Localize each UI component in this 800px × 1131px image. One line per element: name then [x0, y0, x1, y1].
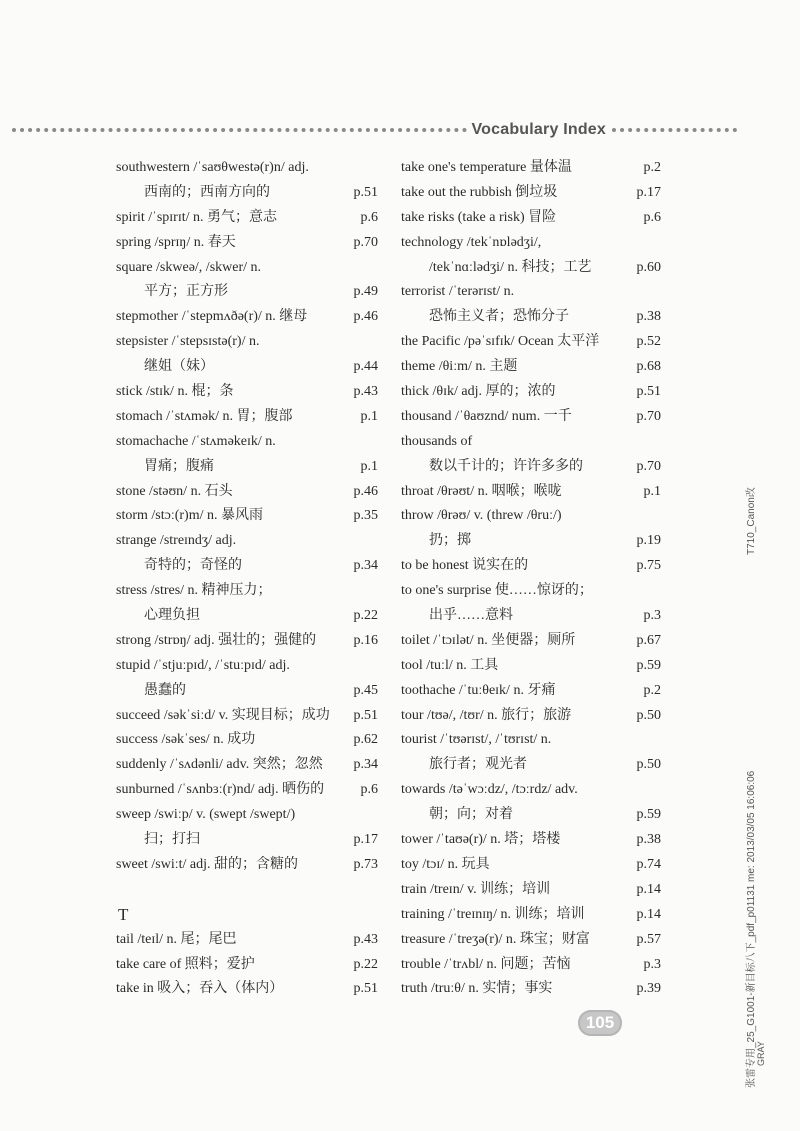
- vocab-entry-page: p.60: [636, 259, 661, 275]
- vocab-entry: [401, 853, 661, 878]
- vocab-entry-text: 西南的；西南方向的: [144, 184, 270, 200]
- vocab-entry-text: 奇特的；奇怪的: [144, 558, 242, 574]
- vocab-entry: [116, 704, 378, 729]
- vocab-entry-text: sweep /swiːp/ v. (swept /swept/): [116, 807, 296, 823]
- vocab-entry-page: p.3: [643, 956, 661, 972]
- vocab-entry-page: p.14: [636, 906, 661, 922]
- vocab-entry-text: tail /teɪl/ n. 尾；尾巴: [116, 931, 237, 947]
- vocab-entry-page: p.38: [636, 832, 661, 848]
- vocab-entry-page: p.3: [643, 608, 661, 624]
- vocab-entry-page: p.59: [636, 657, 661, 673]
- vocab-entry-page: p.62: [353, 732, 378, 748]
- vocab-entry-text: 心理负担: [144, 608, 200, 624]
- vocab-entry-page: p.43: [353, 384, 378, 400]
- vocab-entry-page: p.6: [643, 209, 661, 225]
- vocab-entry-text: sweet /swiːt/ adj. 甜的；含糖的: [116, 856, 298, 872]
- vocab-entry-page: p.22: [353, 608, 378, 624]
- vocab-entry: [401, 753, 661, 778]
- vocab-entry: [116, 977, 378, 1002]
- vocab-entry-text: 平方；正方形: [144, 284, 228, 300]
- vocab-entry: [401, 778, 661, 803]
- vocab-entry: [401, 405, 661, 430]
- vocab-entry-text: thousand /ˈθaʊznd/ num. 一千: [401, 408, 572, 424]
- vocab-entry-text: stomach /ˈstʌmək/ n. 胃；腹部: [116, 408, 293, 424]
- vocab-entry: [116, 355, 378, 380]
- vocab-entry-text: train /treɪn/ v. 训练；培训: [401, 881, 551, 897]
- vocab-entry-text: tower /ˈtaʊə(r)/ n. 塔；塔楼: [401, 832, 561, 848]
- vocab-entry: [116, 231, 378, 256]
- vocab-entry-text: to be honest 说实在的: [401, 558, 529, 574]
- vocab-entry-text: toy /tɔɪ/ n. 玩具: [401, 856, 490, 872]
- vocab-entry-page: p.50: [636, 757, 661, 773]
- vocab-entry: [116, 430, 378, 455]
- header-title: Vocabulary Index: [471, 121, 606, 138]
- vocab-entry-page: p.22: [353, 956, 378, 972]
- vocab-entry-page: p.17: [353, 832, 378, 848]
- vocab-entry-page: p.51: [353, 707, 378, 723]
- vocab-entry-text: suddenly /ˈsʌdənli/ adv. 突然；忽然: [116, 757, 323, 773]
- vocab-entry: [116, 728, 378, 753]
- vocab-entry-page: p.19: [636, 533, 661, 549]
- vocab-entry-text: 愚蠢的: [144, 682, 186, 698]
- vocab-entry-text: stepsister /ˈstepsɪstə(r)/ n.: [116, 334, 260, 350]
- vocab-entry: [401, 256, 661, 281]
- vocab-entry: [116, 778, 378, 803]
- vocab-entry-page: p.51: [353, 981, 378, 997]
- vocab-entry-page: p.59: [636, 807, 661, 823]
- vocab-entry: [401, 953, 661, 978]
- vocab-entry: [116, 156, 378, 181]
- vocab-entry: [116, 256, 378, 281]
- side-mark-bottom: 张雷专用_25_G1001-新目标八下_pdf_p01131 me: 2013/03/05 16:06:06: [746, 770, 757, 1088]
- vocab-entry-text: take risks (take a risk) 冒险: [401, 209, 557, 225]
- vocab-entry-text: strange /streɪndʒ/ adj.: [116, 533, 237, 549]
- section-letter: [116, 903, 378, 928]
- vocab-entry-page: p.75: [636, 558, 661, 574]
- vocab-entry: [116, 803, 378, 828]
- vocab-entry: [401, 156, 661, 181]
- vocab-entry: [401, 305, 661, 330]
- vocab-entry-page: p.6: [360, 209, 378, 225]
- vocab-entry-text: stepmother /ˈstepmʌðə(r)/ n. 继母: [116, 309, 308, 325]
- vocab-entry: [401, 728, 661, 753]
- vocab-entry: [116, 654, 378, 679]
- vocab-entry: [116, 181, 378, 206]
- vocab-entry: [116, 579, 378, 604]
- vocab-entry-text: truth /truːθ/ n. 实情；事实: [401, 981, 553, 997]
- left-column: [116, 156, 378, 1002]
- vocab-entry: [116, 480, 378, 505]
- vocab-entry-page: p.67: [636, 632, 661, 648]
- vocab-entry-page: p.2: [643, 682, 661, 698]
- vocab-entry: [116, 305, 378, 330]
- vocab-entry-text: terrorist /ˈterərɪst/ n.: [401, 284, 515, 300]
- vocab-entry-page: p.38: [636, 309, 661, 325]
- vocab-entry-page: p.70: [353, 234, 378, 250]
- vocab-entry-text: T: [118, 904, 129, 924]
- vocab-entry-page: p.52: [636, 334, 661, 350]
- vocab-entry-text: 继姐（妹）: [144, 359, 214, 375]
- vocab-entry: [401, 355, 661, 380]
- vocab-entry-page: p.70: [636, 408, 661, 424]
- vocab-entry: [401, 928, 661, 953]
- vocab-entry-text: tourist /ˈtʊərɪst/, /ˈtʊrɪst/ n.: [401, 732, 552, 748]
- vocab-entry-text: 扫；打扫: [144, 832, 200, 848]
- vocab-entry: [116, 629, 378, 654]
- vocab-entry-page: p.46: [353, 309, 378, 325]
- vocab-entry: [116, 853, 378, 878]
- vocab-entry-text: trouble /ˈtrʌbl/ n. 问题；苦恼: [401, 956, 571, 972]
- vocab-entry-text: take in 吸入；吞入（体内）: [116, 981, 284, 997]
- vocab-entry-text: take one's temperature 量体温: [401, 160, 572, 175]
- vocab-entry: [116, 928, 378, 953]
- vocab-entry-text: square /skweə/, /skwer/ n.: [116, 259, 262, 275]
- vocab-entry-page: p.1: [360, 458, 378, 474]
- vocab-entry: [401, 504, 661, 529]
- vocab-entry-text: toothache /ˈtuːθeɪk/ n. 牙痛: [401, 682, 556, 698]
- vocab-entry: [116, 529, 378, 554]
- vocab-entry: [116, 330, 378, 355]
- vocab-entry-text: tour /tʊə/, /tʊr/ n. 旅行；旅游: [401, 707, 572, 723]
- vocab-entry: [401, 480, 661, 505]
- vocab-entry-text: 出乎……意料: [429, 608, 513, 624]
- vocab-entry-text: theme /θiːm/ n. 主题: [401, 359, 518, 375]
- vocab-entry-text: success /səkˈses/ n. 成功: [116, 732, 256, 748]
- vocab-entry-page: p.34: [353, 558, 378, 574]
- vocab-entry: [116, 828, 378, 853]
- vocab-entry-text: stomachache /ˈstʌməkeɪk/ n.: [116, 433, 276, 449]
- vocab-entry: [401, 529, 661, 554]
- vocab-entry-text: towards /təˈwɔːdz/, /tɔːrdz/ adv.: [401, 782, 578, 798]
- vocab-entry-text: 胃痛；腹痛: [144, 458, 214, 474]
- vocab-entry-page: p.17: [636, 184, 661, 200]
- vocab-entry-text: stress /stres/ n. 精神压力；: [116, 583, 272, 599]
- vocab-entry-text: technology /tekˈnɒlədʒi/,: [401, 234, 542, 250]
- vocab-entry: [401, 878, 661, 903]
- vocab-entry: [401, 181, 661, 206]
- vocab-entry-page: p.14: [636, 881, 661, 897]
- header-dots-left: [12, 128, 467, 132]
- vocab-entry: [116, 206, 378, 231]
- header-rule: [12, 122, 737, 138]
- vocab-entry-text: southwestern /ˈsaʊθwestə(r)n/ adj.: [116, 160, 309, 175]
- right-column: [401, 156, 661, 1002]
- vocab-entry-text: thick /θɪk/ adj. 厚的；浓的: [401, 384, 556, 400]
- vocab-entry: [401, 977, 661, 1002]
- vocab-entry: [401, 430, 661, 455]
- vocab-entry-text: stone /stəʊn/ n. 石头: [116, 483, 233, 499]
- vocab-entry-page: p.2: [643, 160, 661, 175]
- vocab-entry: [401, 206, 661, 231]
- vocab-entry-page: p.73: [353, 856, 378, 872]
- vocab-entry-page: p.51: [353, 184, 378, 200]
- vocab-entry-page: p.45: [353, 682, 378, 698]
- vocab-entry-page: p.68: [636, 359, 661, 375]
- vocab-entry-text: treasure /ˈtreʒə(r)/ n. 珠宝；财富: [401, 931, 590, 947]
- vocab-entry-text: thousands of: [401, 433, 473, 449]
- vocab-entry: [401, 828, 661, 853]
- vocab-entry-text: spirit /ˈspɪrɪt/ n. 勇气；意志: [116, 209, 277, 225]
- vocab-entry: [401, 554, 661, 579]
- vocab-entry-text: 数以千计的；许许多多的: [429, 458, 583, 474]
- vocab-entry-text: stupid /ˈstjuːpɪd/, /ˈstuːpɪd/ adj.: [116, 657, 290, 673]
- vocab-entry: [116, 504, 378, 529]
- vocab-entry-text: stick /stɪk/ n. 棍；条: [116, 384, 234, 400]
- vocab-entry-page: p.35: [353, 508, 378, 524]
- vocab-entry-text: tool /tuːl/ n. 工具: [401, 657, 499, 673]
- vocab-entry: [116, 753, 378, 778]
- vocab-entry: [401, 803, 661, 828]
- vocab-entry: [401, 654, 661, 679]
- vocab-entry: [401, 629, 661, 654]
- vocab-entry: [401, 604, 661, 629]
- vocab-entry: [116, 280, 378, 305]
- vocab-entry-text: toilet /ˈtɔɪlət/ n. 坐便器；厕所: [401, 632, 576, 648]
- vocab-entry-text: to one's surprise 使……惊讶的；: [401, 583, 593, 599]
- vocab-entry-page: p.1: [360, 408, 378, 424]
- header-dots-right: [612, 128, 737, 132]
- vocab-entry-page: p.43: [353, 931, 378, 947]
- vocab-entry-page: p.6: [360, 782, 378, 798]
- vocab-entry: [401, 455, 661, 480]
- vocab-entry-text: training /ˈtreɪnɪŋ/ n. 训练；培训: [401, 906, 585, 922]
- vocab-entry: [116, 679, 378, 704]
- vocab-entry-text: take care of 照料；爱护: [116, 956, 255, 972]
- vocab-entry-text: spring /sprɪŋ/ n. 春天: [116, 234, 236, 250]
- vocab-entry-text: strong /strɒŋ/ adj. 强壮的；强健的: [116, 632, 317, 648]
- side-mark-gray: GRAY: [756, 1041, 766, 1066]
- vocab-entry-text: succeed /səkˈsiːd/ v. 实现目标；成功: [116, 707, 330, 723]
- vocab-entry: [401, 903, 661, 928]
- vocab-entry-text: sunburned /ˈsʌnbɜː(r)nd/ adj. 晒伤的: [116, 782, 325, 798]
- vocab-entry-text: throat /θrəʊt/ n. 咽喉；喉咙: [401, 483, 562, 499]
- vocab-entry: [116, 953, 378, 978]
- vocab-entry: [401, 231, 661, 256]
- vocab-entry-page: p.57: [636, 931, 661, 947]
- vocab-entry-text: 扔；掷: [429, 533, 471, 549]
- vocab-entry-text: throw /θrəʊ/ v. (threw /θruː/): [401, 508, 562, 524]
- vocab-entry: [116, 554, 378, 579]
- vocab-entry-page: p.46: [353, 483, 378, 499]
- vocab-entry-text: take out the rubbish 倒垃圾: [401, 184, 558, 200]
- vocab-entry-text: storm /stɔː(r)m/ n. 暴风雨: [116, 508, 263, 524]
- vocab-entry-page: p.39: [636, 981, 661, 997]
- vocab-entry: [401, 579, 661, 604]
- blank-line: [116, 878, 378, 903]
- vocab-entry: [116, 405, 378, 430]
- vocab-entry-text: the Pacific /pəˈsɪfɪk/ Ocean 太平洋: [401, 334, 600, 350]
- vocab-entry-page: p.44: [353, 359, 378, 375]
- vocab-entry-page: p.51: [636, 384, 661, 400]
- vocab-entry-page: p.1: [643, 483, 661, 499]
- vocab-entry-page: p.70: [636, 458, 661, 474]
- vocab-entry: [401, 330, 661, 355]
- vocab-entry: [401, 380, 661, 405]
- vocab-entry: [401, 679, 661, 704]
- vocab-entry: [116, 604, 378, 629]
- vocab-entry: [116, 380, 378, 405]
- vocab-entry-page: p.74: [636, 856, 661, 872]
- vocab-entry: [116, 455, 378, 480]
- page-number: 105: [578, 1010, 622, 1036]
- vocab-entry: [401, 280, 661, 305]
- side-mark-top: T710_Canon改: [746, 487, 757, 555]
- vocab-entry-page: p.49: [353, 284, 378, 300]
- vocab-entry-page: p.34: [353, 757, 378, 773]
- vocab-entry-text: 朝；向；对着: [429, 807, 513, 823]
- vocab-entry-text: 恐怖主义者；恐怖分子: [429, 309, 569, 325]
- vocab-entry-page: p.16: [353, 632, 378, 648]
- vocab-entry-text: 旅行者；观光者: [429, 757, 527, 773]
- vocab-entry-page: p.50: [636, 707, 661, 723]
- vocab-entry-text: /tekˈnɑːlədʒi/ n. 科技；工艺: [429, 259, 592, 275]
- vocab-entry: [401, 704, 661, 729]
